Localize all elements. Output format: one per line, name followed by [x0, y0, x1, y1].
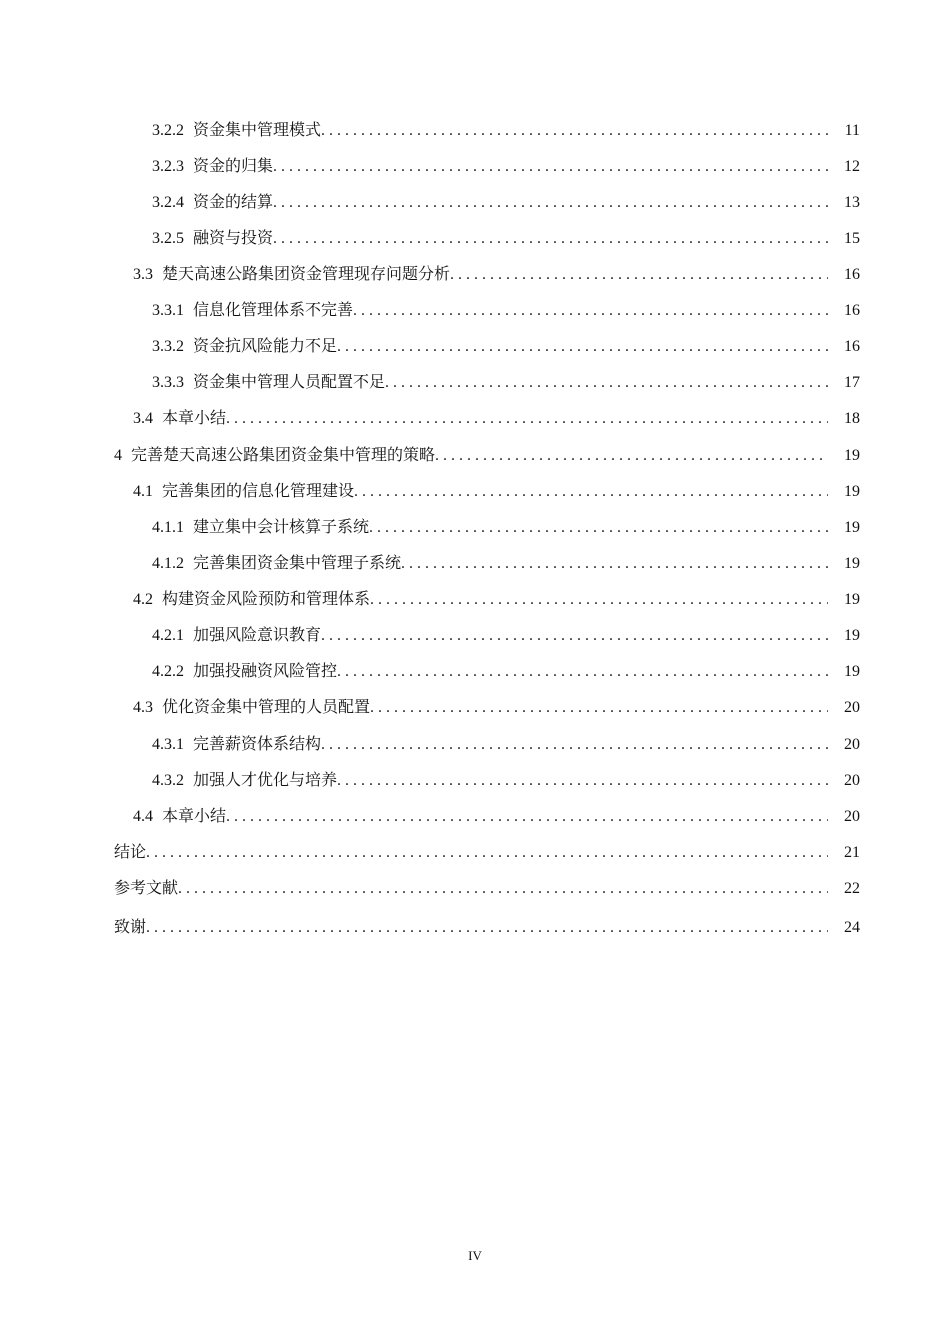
- toc-entry-title: 资金抗风险能力不足: [193, 336, 338, 355]
- toc-dot-leader: [401, 551, 828, 577]
- toc-entry-title: 资金的结算: [193, 192, 274, 211]
- toc-entry-page: 15: [844, 230, 860, 247]
- toc-entry-number: 3.2.4: [152, 194, 184, 211]
- toc-entry[interactable]: [0, 405, 860, 431]
- toc-entry-page: 20: [844, 699, 860, 716]
- toc-entry[interactable]: [0, 369, 860, 395]
- toc-entry[interactable]: [0, 297, 860, 323]
- toc-entry-number: 3.2.3: [152, 158, 184, 175]
- toc-dot-leader: [435, 443, 828, 469]
- toc-entry-number: 3.3.3: [152, 374, 184, 391]
- toc-entry-title: 资金集中管理模式: [193, 120, 322, 139]
- toc-entry-number: 3.2.5: [152, 230, 184, 247]
- toc-entry-number: 3.4: [133, 410, 153, 427]
- toc-entry-page: 24: [844, 919, 860, 936]
- toc-entry-page: 19: [844, 663, 860, 680]
- toc-dot-leader: [337, 334, 828, 360]
- toc-entry-number: 4.2.2: [152, 663, 184, 680]
- toc-entry[interactable]: [0, 803, 860, 829]
- toc-entry-title: 完善集团的信息化管理建设: [162, 481, 355, 500]
- toc-entry[interactable]: [0, 586, 860, 612]
- toc-dot-leader: [369, 515, 828, 541]
- toc-entry[interactable]: [0, 875, 860, 901]
- toc-entry-page: 19: [844, 519, 860, 536]
- toc-dot-leader: [226, 406, 828, 432]
- toc-entry-page: 19: [844, 555, 860, 572]
- toc-entry-number: 3.3: [133, 266, 153, 283]
- toc-entry-number: 4.1: [133, 483, 153, 500]
- toc-entry-title: 致谢: [114, 917, 147, 936]
- toc-entry[interactable]: [0, 658, 860, 684]
- toc-entry[interactable]: [0, 550, 860, 576]
- toc-dot-leader: [337, 768, 828, 794]
- toc-entry[interactable]: [0, 767, 860, 793]
- toc-dot-leader: [273, 190, 828, 216]
- toc-entry-title: 完善薪资体系结构: [193, 734, 322, 753]
- toc-entry-number: 4.2: [133, 591, 153, 608]
- toc-entry[interactable]: [0, 261, 860, 287]
- toc-dot-leader: [354, 479, 828, 505]
- toc-entry-title: 优化资金集中管理的人员配置: [162, 697, 371, 716]
- toc-dot-leader: [146, 840, 828, 866]
- toc-entry[interactable]: [0, 731, 860, 757]
- toc-entry-title: 参考文献: [114, 878, 179, 897]
- toc-entry-number: 4.4: [133, 808, 153, 825]
- toc-dot-leader: [321, 118, 828, 144]
- toc-entry-number: 3.2.2: [152, 122, 184, 139]
- toc-entry[interactable]: [0, 442, 860, 468]
- toc-entry-page: 22: [844, 880, 860, 897]
- toc-entry-number: 3.3.1: [152, 302, 184, 319]
- toc-entry-number: 4: [114, 447, 122, 464]
- toc-entry-number: 4.1.1: [152, 519, 184, 536]
- toc-entry-title: 结论: [114, 842, 147, 861]
- toc-entry[interactable]: [0, 189, 860, 215]
- toc-entry-page: 21: [844, 844, 860, 861]
- toc-dot-leader: [321, 623, 828, 649]
- toc-entry[interactable]: [0, 117, 860, 143]
- toc-entry-title: 信息化管理体系不完善: [193, 300, 354, 319]
- toc-dot-leader: [337, 659, 828, 685]
- toc-entry-title: 建立集中会计核算子系统: [193, 517, 370, 536]
- toc-entry-title: 本章小结: [162, 408, 227, 427]
- toc-dot-leader: [226, 804, 828, 830]
- toc-entry[interactable]: [0, 153, 860, 179]
- toc-entry-title: 融资与投资: [193, 228, 274, 247]
- toc-entry-title: 完善集团资金集中管理子系统: [193, 553, 402, 572]
- toc-entry-page: 13: [844, 194, 860, 211]
- toc-entry-number: 4.3.1: [152, 736, 184, 753]
- toc-entry-page: 19: [844, 591, 860, 608]
- toc-entry[interactable]: [0, 694, 860, 720]
- toc-entry-title: 加强投融资风险管控: [193, 661, 338, 680]
- toc-entry-page: 18: [844, 410, 860, 427]
- toc-dot-leader: [273, 154, 828, 180]
- toc-dot-leader: [385, 370, 828, 396]
- toc-entry-title: 构建资金风险预防和管理体系: [162, 589, 371, 608]
- toc-entry-number: 3.3.2: [152, 338, 184, 355]
- toc-entry-title: 资金的归集: [193, 156, 274, 175]
- toc-entry[interactable]: [0, 839, 860, 865]
- toc-entry-page: 16: [844, 338, 860, 355]
- toc-entry-number: 4.3.2: [152, 772, 184, 789]
- toc-entry[interactable]: [0, 225, 860, 251]
- toc-dot-leader: [178, 876, 828, 902]
- toc-entry-title: 楚天高速公路集团资金管理现存问题分析: [162, 264, 451, 283]
- toc-entry-page: 16: [844, 302, 860, 319]
- toc-dot-leader: [273, 226, 828, 252]
- toc-entry-page: 19: [844, 627, 860, 644]
- toc-entry-page: 19: [844, 447, 860, 464]
- toc-dot-leader: [321, 732, 828, 758]
- toc-dot-leader: [450, 262, 828, 288]
- toc-dot-leader: [353, 298, 828, 324]
- toc-entry[interactable]: [0, 478, 860, 504]
- page-number: IV: [468, 1248, 482, 1263]
- toc-dot-leader: [146, 915, 828, 941]
- toc-entry[interactable]: [0, 514, 860, 540]
- toc-dot-leader: [370, 587, 828, 613]
- toc-entry-page: 12: [844, 158, 860, 175]
- toc-entry-page: 20: [844, 772, 860, 789]
- toc-entry-page: 11: [844, 122, 860, 139]
- toc-entry[interactable]: [0, 333, 860, 359]
- toc-entry-title: 本章小结: [162, 806, 227, 825]
- toc-entry-page: 20: [844, 808, 860, 825]
- toc-entry-title: 加强风险意识教育: [193, 625, 322, 644]
- toc-entry-title: 加强人才优化与培养: [193, 770, 338, 789]
- toc-entry-title: 资金集中管理人员配置不足: [193, 372, 386, 391]
- toc-entry-number: 4.1.2: [152, 555, 184, 572]
- toc-entry-page: 16: [844, 266, 860, 283]
- toc-entry-page: 19: [844, 483, 860, 500]
- toc-entry-page: 20: [844, 736, 860, 753]
- toc-entry-number: 4.2.1: [152, 627, 184, 644]
- toc-entry[interactable]: [0, 914, 860, 940]
- toc-dot-leader: [370, 695, 828, 721]
- toc-entry-title: 完善楚天高速公路集团资金集中管理的策略: [131, 445, 436, 464]
- toc-entry-number: 4.3: [133, 699, 153, 716]
- toc-entry-page: 17: [844, 374, 860, 391]
- toc-entry[interactable]: [0, 622, 860, 648]
